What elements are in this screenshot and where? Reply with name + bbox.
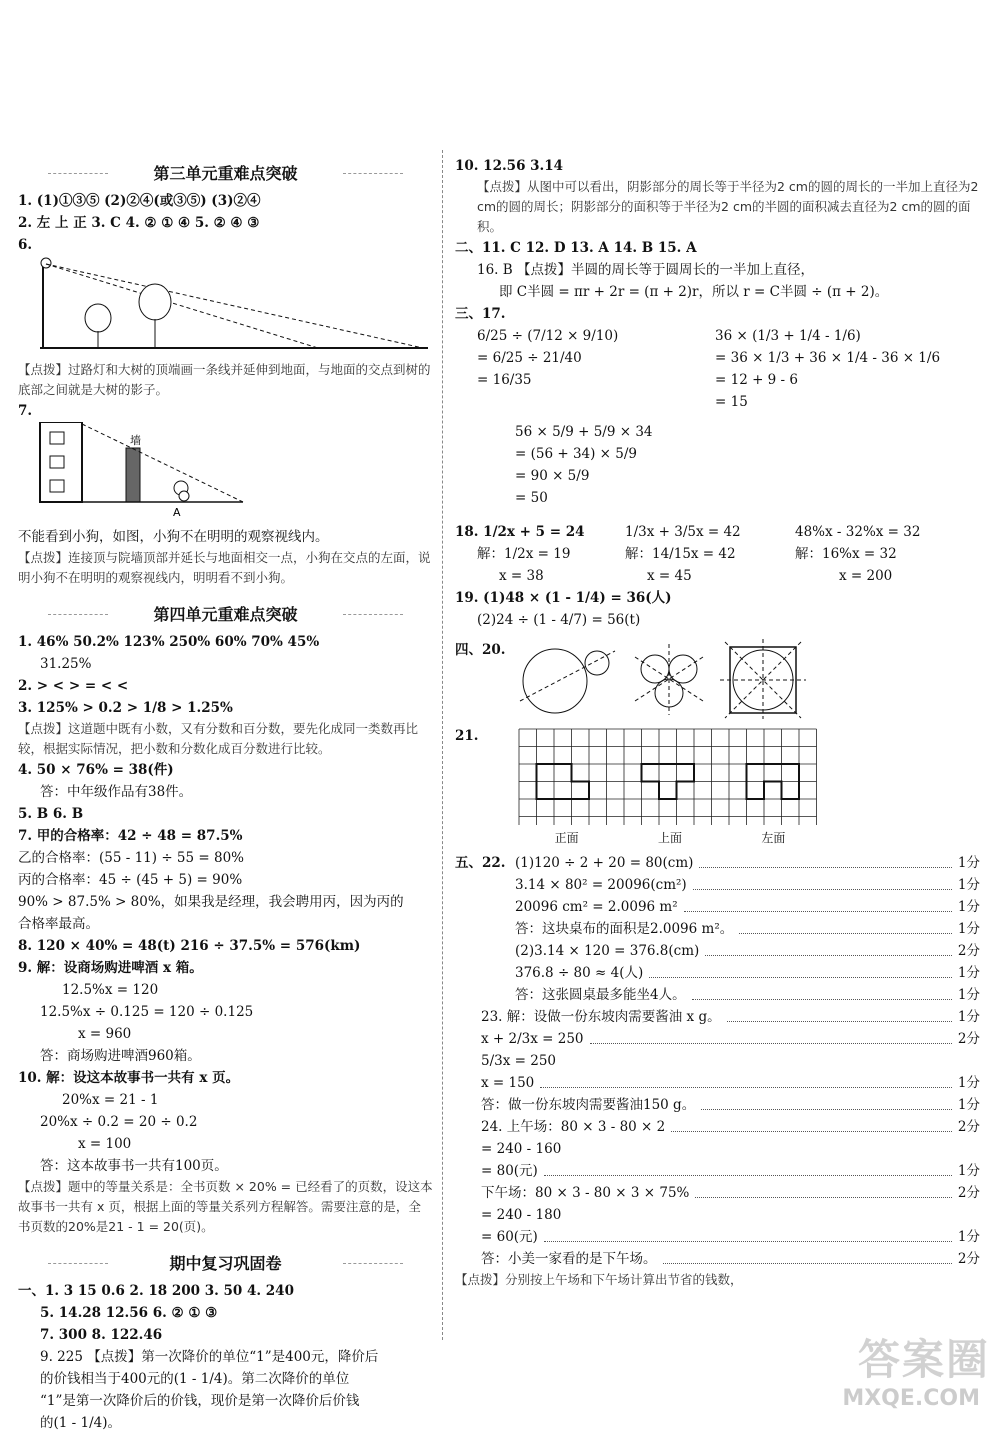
q22-text: 答：这块桌布的面积是2.0096 m²。 (515, 921, 734, 937)
u3-q7-note: 【点拨】连接顶与院墙顶部并延长与地面相交一点，小狗在交点的左面，说明小狗不在明明的观察视线内，明明看不到小狗。 (18, 550, 431, 585)
q23-text: x = 150 (481, 1075, 535, 1091)
u4-q1: 1. 46% 50.2% 123% 250% 60% 70% 45% (18, 634, 320, 650)
u4-q5: 5. B 6. B (18, 806, 84, 822)
q23-text: 答：做一份东坡肉需要酱油150 g。 (481, 1097, 696, 1113)
mid-l3: 7. 300 8. 122.46 (40, 1327, 163, 1343)
calc3-c: = 90 × 5/9 (515, 468, 590, 484)
q23-row (481, 1072, 980, 1094)
circle-symmetry-figures (515, 639, 835, 719)
q22-dot-leader (699, 852, 951, 868)
q22-text: 答：这张圆桌最多能坐4人。 (515, 987, 686, 1003)
q22-text: (2)3.14 × 120 = 376.8(cm) (515, 943, 700, 959)
q18-d: 解：1/2x = 19 (477, 546, 571, 562)
q23-dot-leader (540, 1072, 952, 1088)
q24-text: 下午场：80 × 3 - 80 × 3 × 75% (481, 1185, 690, 1201)
q23-dot-leader (701, 1094, 952, 1110)
left-column (18, 155, 433, 1434)
u3-q7: 7. (18, 403, 33, 419)
u4-q9a: 9. 解：设商场购进啤酒 x 箱。 (18, 960, 203, 976)
q18-c: 48%x - 32%x = 32 (795, 524, 921, 540)
q22-text: 376.8 ÷ 80 ≈ 4(人) (515, 965, 644, 981)
q18-a: 18. 1/2x + 5 = 24 (455, 524, 585, 540)
u3-q7-answer: 不能看到小狗，如图，小狗不在明明的观察视线内。 (18, 529, 329, 545)
calc2 (715, 325, 940, 413)
calc3-b: = (56 + 34) × 5/9 (515, 446, 638, 462)
q22-row (515, 962, 980, 984)
q22-row (515, 874, 980, 896)
midterm-title: 期中复习巩固卷 (18, 1251, 433, 1274)
q22-text: 20096 cm² = 2.0096 m² (515, 899, 678, 915)
calc2-b: = 36 × 1/3 + 36 × 1/4 - 36 × 1/6 (715, 350, 941, 366)
q24-dot-leader (663, 1248, 952, 1264)
q23-row (481, 1094, 980, 1116)
mid-l4: 9. 225 【点拨】第一次降价的单位“1”是400元，降价后 (40, 1349, 379, 1365)
u4-q10-note: 【点拨】题中的等量关系是：全书页数 × 20% = 已经看了的页数，设这本故事书一共有 x 页，根据上面的等量关系列方程解答。需要注意的是，全书页数的20%是21 - 1 = 20(页)。 (18, 1179, 433, 1234)
r-q16b: 即 C半圆 = πr + 2r = (π + 2)r，所以 r = C半圆 ÷ (π + 2)。 (499, 284, 889, 300)
point-a-label: A (173, 506, 181, 519)
u4-q4: 4. 50 × 76% = 38(件) (18, 762, 174, 778)
q19-b: (2)24 ÷ (1 - 4/7) = 56(t) (477, 612, 641, 628)
q22-list (515, 852, 980, 1006)
q19-a: 19. (1)48 × (1 - 1/4) = 36(人) (455, 590, 672, 606)
u3-q1: 1. (1)①③⑤ (2)②④(或③⑤) (3)②④ (18, 193, 261, 209)
q24-score: 2分 (957, 1251, 980, 1267)
mid-l5: 的价钱相当于400元的(1 - 1/4)。第二次降价的单位 (40, 1371, 350, 1387)
r-sec5: 五、22. (455, 855, 506, 871)
q24-row (481, 1248, 980, 1270)
r-q10-note: 【点拨】从图中可以看出，阴影部分的周长等于半径为2 cm的圆的周长的一半加上直径为2 cm的圆的周长；阴影部分的面积等于半径为2 cm的半圆的面积减去直径为2 cm的圆的面积。 (477, 179, 979, 234)
three-views-figure (515, 725, 825, 846)
q22-row (515, 984, 980, 1006)
q24-text: 答：小美一家看的是下午场。 (481, 1251, 657, 1267)
q22-text: 3.14 × 80² = 20096(cm²) (515, 877, 687, 893)
q22-score: 2分 (957, 943, 980, 959)
q23-row (481, 1028, 980, 1050)
q22-score: 1分 (957, 987, 980, 1003)
q24-row (481, 1204, 980, 1226)
q23-dot-leader (727, 1006, 952, 1022)
q23-text: x + 2/3x = 250 (481, 1031, 584, 1047)
q24-row (481, 1116, 980, 1138)
q22-block (455, 852, 980, 1006)
q22-row (515, 896, 980, 918)
q24-row (481, 1182, 980, 1204)
mid-l2: 5. 14.28 12.56 6. ② ① ③ (40, 1305, 218, 1321)
calc3-d: = 50 (515, 490, 548, 506)
u4-q1b: 31.25% (40, 656, 92, 672)
q24-dot-leader (695, 1182, 952, 1198)
q22-dot-leader (739, 918, 952, 934)
q18-grid (455, 521, 980, 587)
u4-q3: 3. 125% > 0.2 > 1/8 > 1.25% (18, 700, 233, 716)
q23-row (481, 1006, 980, 1028)
unit3-title: 第三单元重难点突破 (18, 161, 433, 184)
q23-dot-leader (590, 1028, 952, 1044)
u3-q6: 6. (18, 237, 33, 253)
calc3-a: 56 × 5/9 + 5/9 × 34 (515, 424, 653, 440)
u4-q10d: x = 100 (78, 1136, 132, 1152)
q18-f: 解：16%x = 32 (795, 546, 897, 562)
calc-block-1 (455, 325, 980, 413)
q24-list (455, 1116, 980, 1270)
q22-score: 1分 (957, 877, 980, 893)
q23-text: 23. 解：设做一份东坡肉需要酱油 x g。 (481, 1009, 721, 1025)
calc2-a: 36 × (1/3 + 1/4 - 1/6) (715, 328, 861, 344)
q18-e: 解：14/15x = 42 (625, 546, 736, 562)
q22-dot-leader (705, 940, 952, 956)
q23-score: 1分 (957, 1009, 980, 1025)
q24-text: 24. 上午场：80 × 3 - 80 × 2 (481, 1119, 666, 1135)
wall-label: 墙 (130, 434, 141, 447)
q23-score: 1分 (957, 1075, 980, 1091)
watermark-logo: 答案圈 (857, 1335, 990, 1384)
view-grid (515, 725, 825, 825)
calc3 (455, 421, 980, 509)
u4-q7d: 90% > 87.5% > 80%，如果我是经理，我会聘用丙，因为丙的 (18, 894, 404, 910)
r-sec2: 二、11. C 12. D 13. A 14. B 15. A (455, 240, 697, 256)
u3-q6-note: 【点拨】过路灯和大树的顶端画一条线并延伸到地面，与地面的交点到树的底部之间就是大树的影子。 (18, 362, 431, 397)
q20-row (455, 639, 980, 719)
u4-q4-ans: 答：中年级作品有38件。 (40, 784, 193, 800)
unit4-title: 第四单元重难点突破 (18, 602, 433, 625)
q22-dot-leader (692, 984, 952, 1000)
r-q10: 10. 12.56 3.14 (455, 158, 564, 174)
calc2-c: = 12 + 9 - 6 (715, 372, 798, 388)
q24-text: = 80(元) (481, 1163, 538, 1179)
r-sec4: 四、20. (455, 642, 506, 658)
q22-row (515, 852, 980, 874)
q23-list (455, 1006, 980, 1116)
q22-score: 1分 (957, 965, 980, 981)
q24-score: 1分 (957, 1229, 980, 1245)
q24-row (481, 1160, 980, 1182)
q23-score: 2分 (957, 1031, 980, 1047)
q22-row (515, 918, 980, 940)
r-q21: 21. (455, 728, 479, 744)
column-divider (442, 150, 443, 1340)
u4-q9c: 12.5%x ÷ 0.125 = 120 ÷ 0.125 (40, 1004, 254, 1020)
r-sec3: 三、17. (455, 306, 506, 322)
q18-h: x = 45 (647, 568, 692, 584)
q22-score: 1分 (957, 855, 980, 871)
q24-note: 【点拨】分别按上午场和下午场计算出节省的钱数， (455, 1272, 743, 1287)
calc1-a: 6/25 ÷ (7/12 × 9/10) (477, 328, 619, 344)
q23-row (481, 1050, 980, 1072)
q22-text: (1)120 ÷ 2 + 20 = 80(cm) (515, 855, 694, 871)
q18-i: x = 200 (839, 568, 893, 584)
q24-dot-leader (544, 1226, 952, 1242)
q24-text: = 240 - 160 (481, 1141, 562, 1157)
q22-dot-leader (684, 896, 952, 912)
u4-q9b: 12.5%x = 120 (62, 982, 159, 998)
u4-q10b: 20%x = 21 - 1 (62, 1092, 159, 1108)
q22-score: 1分 (957, 899, 980, 915)
q22-score: 1分 (957, 921, 980, 937)
q18-g: x = 38 (499, 568, 544, 584)
right-column (455, 155, 980, 1290)
mid-l1: 一、1. 3 15 0.6 2. 18 200 3. 50 4. 240 (18, 1283, 294, 1299)
u4-q7e: 合格率最高。 (18, 916, 99, 932)
q24-score: 1分 (957, 1163, 980, 1179)
calc1 (455, 325, 685, 413)
wall-dog-figure (18, 422, 438, 522)
mid-l7: 的(1 - 1/4)。 (40, 1415, 121, 1431)
q23-text: 5/3x = 250 (481, 1053, 557, 1069)
u4-q3-note: 【点拨】这道题中既有小数，又有分数和百分数，要先化成同一类数再比较，根据实际情况，把小数和分数化成百分数进行比较。 (18, 721, 419, 756)
mid-l6: “1”是第一次降价后的价钱，现价是第一次降价后价钱 (40, 1393, 360, 1409)
q24-text: = 240 - 180 (481, 1207, 562, 1223)
q23-score: 1分 (957, 1097, 980, 1113)
view-label-top: 上面 (657, 831, 682, 845)
q24-score: 2分 (957, 1185, 980, 1201)
u4-q9d: x = 960 (78, 1026, 132, 1042)
q24-row (481, 1226, 980, 1248)
u4-q10a: 10. 解：设这本故事书一共有 x 页。 (18, 1070, 240, 1086)
view-label-front: 正面 (554, 831, 579, 845)
view-label-left: 左面 (761, 831, 786, 845)
u4-q7b: 乙的合格率：(55 - 11) ÷ 55 = 80% (18, 850, 245, 866)
watermark-url: MXQE.COM (842, 1386, 980, 1411)
u4-q10e: 答：这本故事书一共有100页。 (40, 1158, 228, 1174)
calc2-d: = 15 (715, 394, 748, 410)
q24-row (481, 1138, 980, 1160)
q18-b: 1/3x + 3/5x = 42 (625, 524, 741, 540)
q22-dot-leader (649, 962, 952, 978)
u4-q7a: 7. 甲的合格率：42 ÷ 48 = 87.5% (18, 828, 243, 844)
calc1-b: = 6/25 ÷ 21/40 (477, 350, 582, 366)
q21-row (455, 725, 980, 846)
q24-dot-leader (671, 1116, 952, 1132)
u4-q7c: 丙的合格率：45 ÷ (45 + 5) = 90% (18, 872, 243, 888)
u4-q10c: 20%x ÷ 0.2 = 20 ÷ 0.2 (40, 1114, 198, 1130)
u4-q2: 2. > < > = < < (18, 678, 129, 694)
view-labels (515, 829, 825, 846)
q24-dot-leader (544, 1160, 952, 1176)
q22-dot-leader (693, 874, 952, 890)
r-q16: 16. B 【点拨】半圆的周长等于圆周长的一半加上直径， (477, 262, 814, 278)
u4-q9e: 答：商场购进啤酒960箱。 (40, 1048, 201, 1064)
street-lamp-tree-figure (18, 256, 438, 356)
calc1-c: = 16/35 (477, 372, 532, 388)
q22-row (515, 940, 980, 962)
q24-text: = 60(元) (481, 1229, 538, 1245)
u4-q8: 8. 120 × 40% = 48(t) 216 ÷ 37.5% = 576(km) (18, 938, 361, 954)
q24-score: 2分 (957, 1119, 980, 1135)
u3-q2: 2. 左 上 正 3. C 4. ② ① ④ 5. ② ④ ③ (18, 215, 260, 231)
